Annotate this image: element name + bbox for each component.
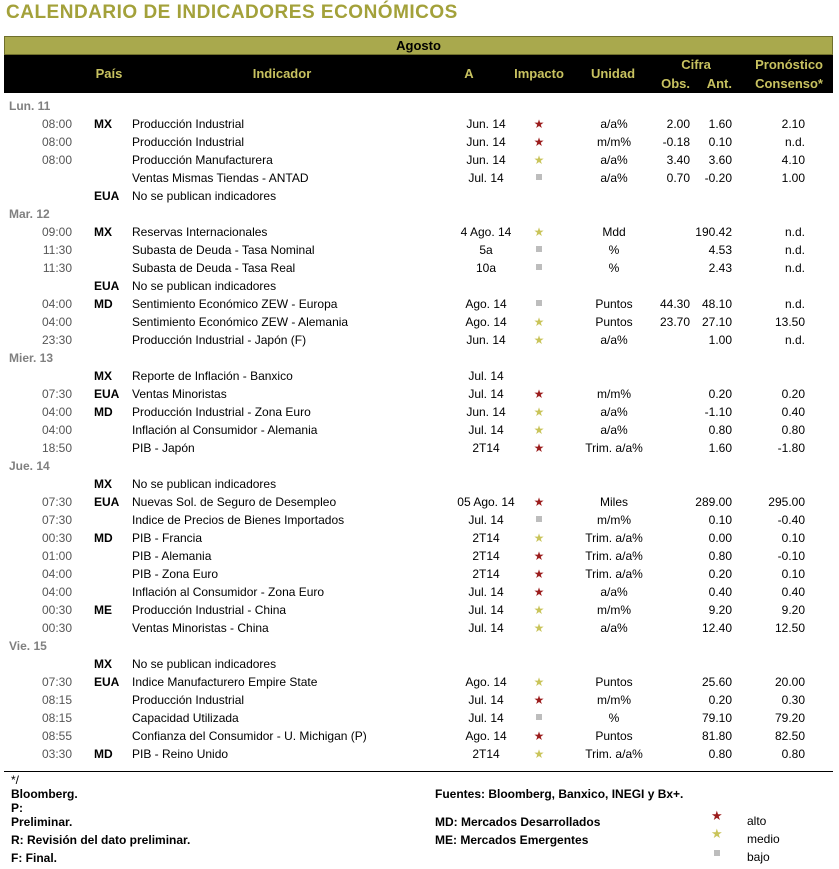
sources-note: Fuentes: Bloomberg, Banxico, INEGI y Bx+. [435, 787, 684, 801]
unit-cell: Trim. a/a% [585, 567, 643, 581]
country-cell: EUA [94, 189, 120, 203]
indicator-cell: Producción Industrial - Zona Euro [132, 405, 311, 419]
unit-cell: Puntos [595, 675, 633, 689]
forecast-cell: -0.10 [777, 549, 805, 563]
unit-cell: Trim. a/a% [585, 747, 643, 761]
previous-cell: 0.40 [708, 585, 732, 599]
high-impact-star-icon: ★ [533, 135, 545, 149]
indicator-cell: Indice Manufacturero Empire State [132, 675, 318, 689]
table-header [4, 55, 833, 93]
period-cell: Jul. 14 [468, 513, 504, 527]
unit-cell: m/m% [597, 135, 631, 149]
indicator-cell: Sentimiento Económico ZEW - Europa [132, 297, 338, 311]
high-impact-star-icon: ★ [533, 585, 545, 599]
medium-impact-star-icon: ★ [533, 675, 545, 689]
calendar-table [4, 96, 833, 762]
forecast-cell: 9.20 [781, 603, 805, 617]
low-impact-square-icon [536, 511, 542, 529]
md-definition: MD: Mercados Desarrollados [435, 815, 601, 829]
period-cell: 4 Ago. 14 [460, 225, 512, 239]
time-cell: 07:30 [41, 675, 72, 689]
medium-impact-star-icon: ★ [533, 603, 545, 617]
previous-cell: 190.42 [695, 225, 732, 239]
forecast-cell: 0.20 [781, 387, 805, 401]
indicator-cell: Indice de Precios de Bienes Importados [132, 513, 345, 527]
forecast-cell: -0.40 [777, 513, 805, 527]
day-label: Vie. 15 [9, 639, 47, 653]
day-row [4, 456, 833, 474]
day-label: Mar. 12 [9, 207, 50, 221]
header-cifra: Cifra [681, 57, 711, 72]
medium-impact-star-icon: ★ [711, 826, 723, 841]
forecast-cell: n.d. [784, 297, 805, 311]
country-cell: MX [94, 369, 112, 383]
period-cell: 05 Ago. 14 [457, 495, 515, 509]
low-impact-square-icon [536, 241, 542, 259]
indicator-cell: Inflación al Consumidor - Zona Euro [132, 585, 325, 599]
previous-cell: 2.43 [708, 261, 732, 275]
period-cell: Jul. 14 [468, 603, 504, 617]
previous-cell: -1.10 [704, 405, 732, 419]
indicator-cell: Producción Manufacturera [132, 153, 273, 167]
table-row [4, 492, 833, 510]
previous-cell: 1.60 [708, 441, 732, 455]
forecast-cell: n.d. [784, 261, 805, 275]
medium-impact-star-icon: ★ [533, 423, 545, 437]
indicator-cell: PIB - Zona Euro [132, 567, 219, 581]
period-cell: 2T14 [472, 441, 500, 455]
previous-cell: 0.20 [708, 693, 732, 707]
previous-cell: 9.20 [708, 603, 732, 617]
table-row [4, 708, 833, 726]
legend-low-label: bajo [747, 850, 770, 864]
table-row [4, 294, 833, 312]
observed-cell: 23.70 [659, 315, 690, 329]
table-row [4, 600, 833, 618]
period-cell: 2T14 [472, 747, 500, 761]
indicator-cell: Ventas Mismas Tiendas - ANTAD [132, 171, 309, 185]
table-row [4, 150, 833, 168]
table-row [4, 474, 833, 492]
table-row [4, 240, 833, 258]
high-impact-star-icon: ★ [533, 567, 545, 581]
unit-cell: Trim. a/a% [585, 531, 643, 545]
country-cell: MD [94, 297, 113, 311]
medium-impact-star-icon: ★ [533, 747, 545, 761]
indicator-cell: PIB - Japón [132, 441, 195, 455]
forecast-cell: 20.00 [774, 675, 805, 689]
high-impact-star-icon: ★ [533, 729, 545, 743]
footnote-final: F: Final. [11, 851, 57, 865]
previous-cell: 1.60 [708, 117, 732, 131]
table-row [4, 132, 833, 150]
time-cell: 08:00 [41, 135, 72, 149]
previous-cell: 0.80 [708, 747, 732, 761]
observed-cell: -0.18 [662, 135, 690, 149]
time-cell: 23:30 [41, 333, 72, 347]
forecast-cell: 0.80 [781, 747, 805, 761]
time-cell: 07:30 [41, 387, 72, 401]
table-row [4, 564, 833, 582]
forecast-cell: 0.10 [781, 531, 805, 545]
forecast-cell: 13.50 [774, 315, 805, 329]
forecast-cell: 79.20 [774, 711, 805, 725]
forecast-cell: n.d. [784, 243, 805, 257]
day-row [4, 96, 833, 114]
period-cell: Jul. 14 [468, 423, 504, 437]
indicator-cell: Subasta de Deuda - Tasa Nominal [132, 243, 315, 257]
time-cell: 04:00 [41, 315, 72, 329]
unit-cell: a/a% [600, 405, 628, 419]
period-cell: Jun. 14 [466, 135, 506, 149]
table-row [4, 420, 833, 438]
table-row [4, 546, 833, 564]
unit-cell: Miles [599, 495, 629, 509]
previous-cell: 27.10 [701, 315, 732, 329]
time-cell: 08:00 [41, 117, 72, 131]
period-cell: Jun. 14 [466, 405, 506, 419]
indicator-cell: Ventas Minoristas [132, 387, 227, 401]
period-cell: Ago. 14 [465, 729, 507, 743]
table-row [4, 438, 833, 456]
forecast-cell: 4.10 [781, 153, 805, 167]
header-pronostico: Pronóstico [755, 57, 823, 72]
period-cell: 2T14 [472, 531, 500, 545]
header-ant: Ant. [706, 76, 732, 91]
observed-cell: 3.40 [666, 153, 690, 167]
forecast-cell: 12.50 [774, 621, 805, 635]
country-cell: MD [94, 405, 113, 419]
footnote-preliminar: Preliminar. [11, 815, 73, 829]
indicator-cell: No se publican indicadores [132, 657, 277, 671]
previous-cell: 3.60 [708, 153, 732, 167]
period-cell: Jul. 14 [468, 621, 504, 635]
unit-cell: a/a% [600, 423, 628, 437]
previous-cell: -0.20 [704, 171, 732, 185]
indicator-cell: Sentimiento Económico ZEW - Alemania [132, 315, 349, 329]
country-cell: MX [94, 657, 112, 671]
low-impact-square-icon [536, 169, 542, 187]
medium-impact-star-icon: ★ [533, 315, 545, 329]
unit-cell: Puntos [595, 315, 633, 329]
unit-cell: Puntos [595, 729, 633, 743]
high-impact-star-icon: ★ [533, 495, 545, 509]
high-impact-star-icon: ★ [533, 387, 545, 401]
period-cell: 2T14 [472, 549, 500, 563]
medium-impact-star-icon: ★ [533, 333, 545, 347]
high-impact-star-icon: ★ [533, 693, 545, 707]
previous-cell: 0.20 [708, 387, 732, 401]
forecast-cell: 2.10 [781, 117, 805, 131]
time-cell: 11:30 [42, 261, 72, 275]
day-label: Mier. 13 [9, 351, 54, 365]
table-row [4, 654, 833, 672]
time-cell: 04:00 [41, 297, 72, 311]
table-row [4, 276, 833, 294]
high-impact-star-icon: ★ [533, 441, 545, 455]
day-row [4, 348, 833, 366]
header-indicador: Indicador [252, 66, 312, 81]
low-impact-square-icon [536, 709, 542, 727]
time-cell: 07:30 [41, 495, 72, 509]
header-consenso: Consenso* [755, 76, 823, 91]
unit-cell: % [608, 711, 620, 725]
table-row [4, 330, 833, 348]
legend-medium-label: medio [747, 832, 780, 846]
observed-cell: 0.70 [666, 171, 690, 185]
medium-impact-star-icon: ★ [533, 225, 545, 239]
forecast-cell: 0.80 [781, 423, 805, 437]
forecast-cell: n.d. [784, 135, 805, 149]
unit-cell: Puntos [595, 297, 633, 311]
indicator-cell: Reporte de Inflación - Banxico [132, 369, 293, 383]
previous-cell: 79.10 [701, 711, 732, 725]
table-row [4, 258, 833, 276]
unit-cell: m/m% [597, 513, 631, 527]
indicator-cell: Confianza del Consumidor - U. Michigan (P) [132, 729, 367, 743]
country-cell: MX [94, 477, 112, 491]
low-impact-square-icon [714, 850, 720, 856]
time-cell: 08:55 [41, 729, 72, 743]
indicator-cell: No se publican indicadores [132, 189, 277, 203]
period-cell: Jul. 14 [468, 171, 504, 185]
unit-cell: a/a% [600, 585, 628, 599]
country-cell: MX [94, 225, 112, 239]
unit-cell: a/a% [600, 117, 628, 131]
unit-cell: a/a% [600, 333, 628, 347]
header-pais: País [95, 66, 123, 81]
table-row [4, 402, 833, 420]
unit-cell: a/a% [600, 621, 628, 635]
unit-cell: a/a% [600, 171, 628, 185]
period-cell: Ago. 14 [465, 315, 507, 329]
indicator-cell: PIB - Alemania [132, 549, 212, 563]
indicator-cell: Producción Industrial [132, 693, 245, 707]
header-unidad: Unidad [590, 66, 636, 81]
table-row [4, 744, 833, 762]
time-cell: 18:50 [41, 441, 72, 455]
table-row [4, 168, 833, 186]
page-title: CALENDARIO DE INDICADORES ECONÓMICOS [6, 2, 458, 23]
indicator-cell: Nuevas Sol. de Seguro de Desempleo [132, 495, 337, 509]
unit-cell: Mdd [602, 225, 626, 239]
day-label: Lun. 11 [9, 99, 51, 113]
time-cell: 04:00 [41, 423, 72, 437]
time-cell: 00:30 [41, 621, 72, 635]
period-cell: Jun. 14 [466, 333, 506, 347]
high-impact-star-icon: ★ [533, 117, 545, 131]
country-cell: ME [94, 603, 112, 617]
country-cell: MD [94, 531, 113, 545]
day-label: Jue. 14 [9, 459, 50, 473]
time-cell: 04:00 [41, 567, 72, 581]
previous-cell: 0.00 [708, 531, 732, 545]
month-label: Agosto [396, 38, 441, 53]
time-cell: 04:00 [41, 585, 72, 599]
unit-cell: Trim. a/a% [585, 441, 643, 455]
period-cell: Ago. 14 [465, 675, 507, 689]
unit-cell: a/a% [600, 153, 628, 167]
header-a: A [464, 66, 474, 81]
forecast-cell: 295.00 [768, 495, 805, 509]
forecast-cell: 0.40 [781, 585, 805, 599]
period-cell: Jun. 14 [466, 117, 506, 131]
previous-cell: 289.00 [695, 495, 732, 509]
legend-high-label: alto [747, 814, 767, 828]
country-cell: EUA [94, 495, 120, 509]
day-row [4, 636, 833, 654]
unit-cell: m/m% [597, 603, 631, 617]
previous-cell: 81.80 [701, 729, 732, 743]
unit-cell: m/m% [597, 693, 631, 707]
indicator-cell: PIB - Reino Unido [132, 747, 229, 761]
time-cell: 08:15 [41, 693, 72, 707]
indicator-cell: Producción Industrial - China [132, 603, 287, 617]
time-cell: 08:00 [41, 153, 72, 167]
day-row [4, 204, 833, 222]
period-cell: Jul. 14 [468, 693, 504, 707]
table-row [4, 726, 833, 744]
time-cell: 08:15 [41, 711, 72, 725]
table-row [4, 510, 833, 528]
table-row [4, 366, 833, 384]
forecast-cell: 0.30 [781, 693, 805, 707]
time-cell: 00:30 [41, 531, 72, 545]
table-row [4, 690, 833, 708]
forecast-cell: 1.00 [781, 171, 805, 185]
indicator-cell: Inflación al Consumidor - Alemania [132, 423, 318, 437]
forecast-cell: 0.10 [781, 567, 805, 581]
time-cell: 09:00 [41, 225, 72, 239]
table-row [4, 528, 833, 546]
indicator-cell: Producción Industrial - Japón (F) [132, 333, 307, 347]
table-row [4, 582, 833, 600]
unit-cell: % [608, 243, 620, 257]
low-impact-square-icon [536, 295, 542, 313]
period-cell: Ago. 14 [465, 297, 507, 311]
period-cell: 10a [475, 261, 497, 275]
medium-impact-star-icon: ★ [533, 153, 545, 167]
forecast-cell: -1.80 [777, 441, 805, 455]
time-cell: 00:30 [41, 603, 72, 617]
high-impact-star-icon: ★ [533, 549, 545, 563]
time-cell: 03:30 [41, 747, 72, 761]
forecast-cell: n.d. [784, 225, 805, 239]
indicator-cell: Producción Industrial [132, 117, 245, 131]
table-row [4, 312, 833, 330]
country-cell: EUA [94, 279, 120, 293]
table-row [4, 186, 833, 204]
time-cell: 04:00 [41, 405, 72, 419]
indicator-cell: PIB - Francia [132, 531, 203, 545]
previous-cell: 1.00 [708, 333, 732, 347]
medium-impact-star-icon: ★ [533, 405, 545, 419]
period-cell: Jul. 14 [468, 711, 504, 725]
observed-cell: 2.00 [666, 117, 690, 131]
footnote-mark: */ [11, 773, 20, 787]
previous-cell: 0.10 [708, 135, 732, 149]
indicator-cell: Producción Industrial [132, 135, 245, 149]
indicator-cell: Reservas Internacionales [132, 225, 268, 239]
country-cell: MX [94, 117, 112, 131]
indicator-cell: No se publican indicadores [132, 279, 277, 293]
footnote-bloomberg: Bloomberg. [11, 787, 78, 801]
unit-cell: Trim. a/a% [585, 549, 643, 563]
medium-impact-star-icon: ★ [533, 621, 545, 635]
country-cell: EUA [94, 675, 120, 689]
header-impacto: Impacto [514, 66, 564, 81]
previous-cell: 0.80 [708, 549, 732, 563]
header-obs: Obs. [661, 76, 690, 91]
indicator-cell: Capacidad Utilizada [132, 711, 239, 725]
time-cell: 11:30 [42, 243, 72, 257]
forecast-cell: n.d. [784, 333, 805, 347]
footer-divider [4, 771, 833, 772]
period-cell: Jul. 14 [468, 585, 504, 599]
month-header [4, 36, 833, 55]
table-row [4, 618, 833, 636]
period-cell: Jul. 14 [468, 369, 504, 383]
medium-impact-star-icon: ★ [533, 531, 545, 545]
footnote-revision: R: Revisión del dato preliminar. [11, 833, 191, 847]
time-cell: 07:30 [41, 513, 72, 527]
indicator-cell: No se publican indicadores [132, 477, 277, 491]
previous-cell: 12.40 [701, 621, 732, 635]
high-impact-star-icon: ★ [711, 808, 723, 823]
indicator-cell: Ventas Minoristas - China [132, 621, 269, 635]
unit-cell: m/m% [597, 387, 631, 401]
country-cell: EUA [94, 387, 120, 401]
previous-cell: 0.20 [708, 567, 732, 581]
table-row [4, 114, 833, 132]
forecast-cell: 0.40 [781, 405, 805, 419]
table-row [4, 222, 833, 240]
period-cell: 2T14 [472, 567, 500, 581]
previous-cell: 0.10 [708, 513, 732, 527]
me-definition: ME: Mercados Emergentes [435, 833, 589, 847]
previous-cell: 25.60 [701, 675, 732, 689]
table-row [4, 672, 833, 690]
indicator-cell: Subasta de Deuda - Tasa Real [132, 261, 296, 275]
footnote-p: P: [11, 801, 23, 815]
low-impact-square-icon [536, 259, 542, 277]
observed-cell: 44.30 [659, 297, 690, 311]
previous-cell: 48.10 [701, 297, 732, 311]
period-cell: Jun. 14 [466, 153, 506, 167]
country-cell: MD [94, 747, 113, 761]
period-cell: Jul. 14 [468, 387, 504, 401]
forecast-cell: 82.50 [774, 729, 805, 743]
period-cell: 5a [479, 243, 493, 257]
table-row [4, 384, 833, 402]
previous-cell: 0.80 [708, 423, 732, 437]
time-cell: 01:00 [41, 549, 72, 563]
previous-cell: 4.53 [708, 243, 732, 257]
unit-cell: % [608, 261, 620, 275]
